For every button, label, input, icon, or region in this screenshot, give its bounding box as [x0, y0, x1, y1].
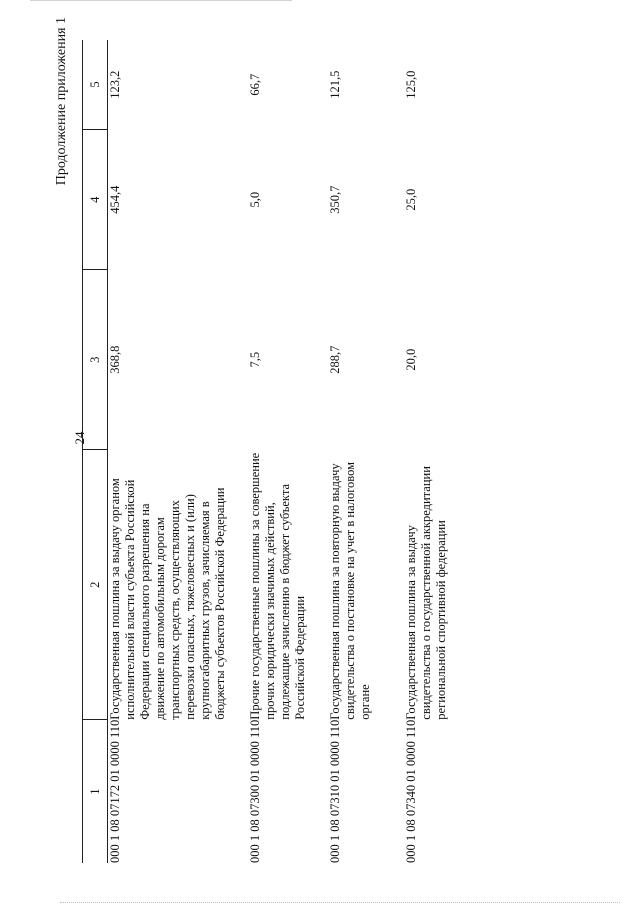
row-col3-value: 288,7	[328, 345, 342, 374]
row-code: 000 1 08 07300 01 0000 110	[248, 719, 262, 863]
header-col-5: 5	[83, 40, 108, 130]
header-col-1: 1	[83, 720, 108, 863]
table-header-row	[83, 40, 108, 863]
continuation-heading: Продолжение приложения 1	[54, 17, 69, 186]
row-col3-value: 20,0	[404, 348, 418, 371]
row-code: 000 1 08 07172 01 0000 110	[108, 719, 122, 863]
table-row	[404, 40, 494, 863]
row-name: Государственная пошлина за повторную выдачу свидетельства о постановке на учет в налоговом органе	[328, 461, 372, 720]
row-col4-value: 350,7	[328, 185, 342, 214]
scan-edge-bottom	[60, 902, 620, 903]
row-name: Государственная пошлина за выдачу органом исполнительной власти субъекта Российской Федерации специального разрешения на движение по автомобильным дорогам транспортных средств, осуществляющих перевозки опасных, тяжеловесных и (или) крупногабаритных грузов, зачисляемая в бюджеты субъектов Российской Федерации	[108, 478, 227, 720]
row-col5-value: 123,2	[108, 70, 122, 99]
revenue-table	[82, 40, 494, 863]
scan-edge-top	[30, 0, 292, 1]
header-col-2: 2	[83, 450, 108, 720]
row-col5-value: 125,0	[404, 70, 418, 99]
table-row	[328, 40, 404, 863]
row-col4-value: 5,0	[248, 191, 262, 208]
row-name: Прочие государственные пошлины за совершение прочих юридически значимых действий, подлежащие зачислению в бюджет субъекта Российской Федерации	[248, 452, 307, 720]
table-row	[108, 40, 249, 863]
row-col5-value: 121,5	[328, 70, 342, 99]
row-col3-value: 368,8	[108, 345, 122, 374]
header-col-4: 4	[83, 130, 108, 270]
row-col5-value: 66,7	[248, 73, 262, 96]
row-col3-value: 7,5	[248, 351, 262, 368]
row-name: Государственная пошлина за выдачу свидетельства о государственной аккредитации региональной спортивной федерации	[404, 466, 448, 720]
row-code: 000 1 08 07310 01 0000 110	[328, 719, 342, 863]
row-code: 000 1 08 07340 01 0000 110	[404, 719, 418, 863]
page-number: 24	[72, 431, 87, 445]
rotated-page-content	[50, 13, 570, 873]
row-col4-value: 25,0	[404, 188, 418, 211]
row-col4-value: 454,4	[108, 185, 122, 214]
header-col-3: 3	[83, 270, 108, 450]
table-row	[248, 40, 328, 863]
